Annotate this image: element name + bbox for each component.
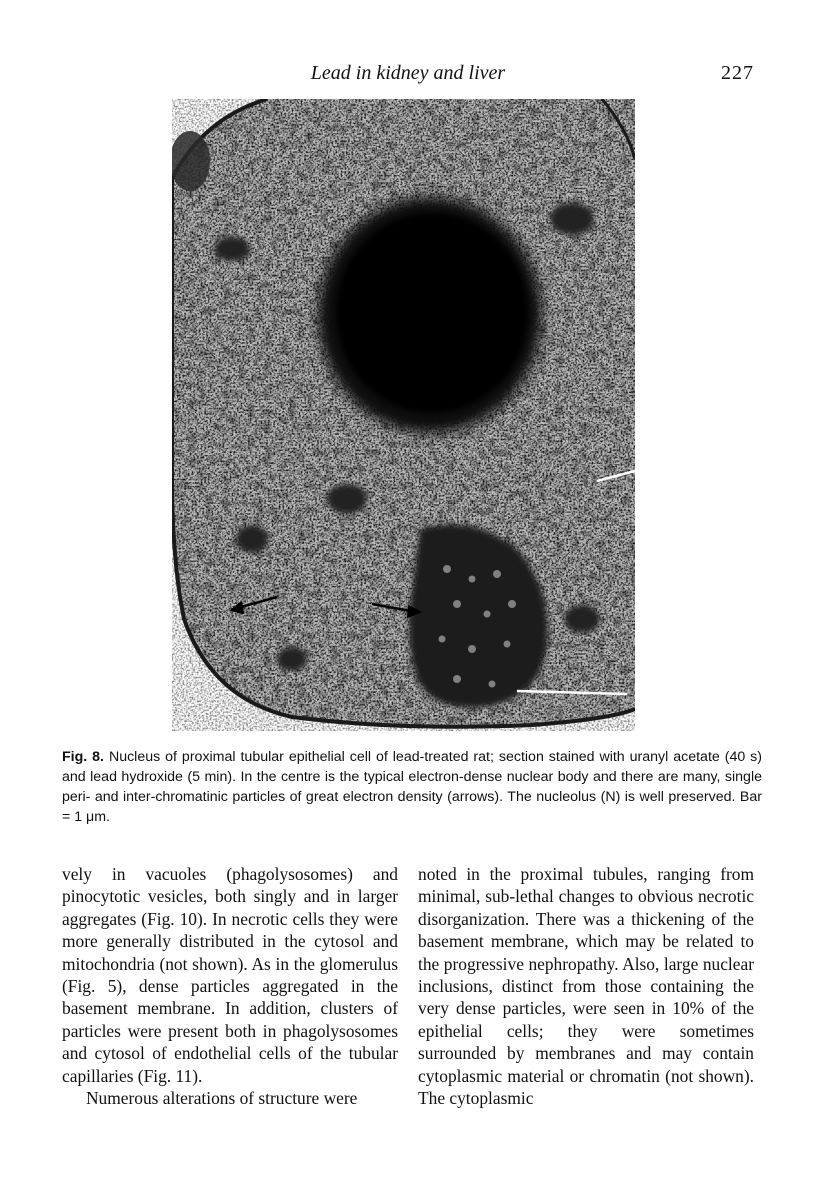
paragraph: Numerous alterations of structure were — [86, 1088, 358, 1109]
right-text-column — [418, 863, 754, 1109]
electron-micrograph-figure — [172, 99, 635, 731]
paragraph: noted in the proximal tubules, ranging from minimal, sub-lethal changes to obvious necrotic disorganization. There was a thickening of the basement membrane, which may be related to the progressive nephropathy. Also, large nuclear inclusions, distinct from those containing the very dense particles, were seen in 10% of the epithelial cells; they were sometimes surrounded by membranes and may contain cytoplasmic material or chromatin (not shown). The cytoplasmic — [418, 864, 754, 1109]
left-text-column — [62, 863, 398, 1109]
figure-caption — [62, 747, 762, 827]
figure-label: Fig. 8. — [62, 749, 104, 765]
running-header-title: Lead in kidney and liver — [310, 62, 506, 84]
paragraph: vely in vacuoles (phagolysosomes) and pinocytotic vesicles, both singly and in larger aggregates (Fig. 10). In necrotic cells they were more generally distributed in the cytosol and mitochondria (not shown). As in the glomerulus (Fig. 5), dense particles aggregated in the basement membrane. In addition, clusters of particles were present both in phagolysosomes and cytosol of endothelial cells of the tubular capillaries (Fig. 11). — [62, 864, 398, 1086]
micrograph-image — [172, 99, 635, 731]
figure-caption-text: Nucleus of proximal tubular epithelial cell of lead-treated rat; section stained with uranyl acetate (40 s) and lead hydroxide (5 min). In the centre is the typical electron-dense nuclear body and there are many, single peri- and inter-chromatinic particles of great electron density (arrows). The nucleolus (N) is well preserved. Bar = 1 μm. — [62, 749, 762, 825]
page-number: 227 — [721, 62, 754, 84]
